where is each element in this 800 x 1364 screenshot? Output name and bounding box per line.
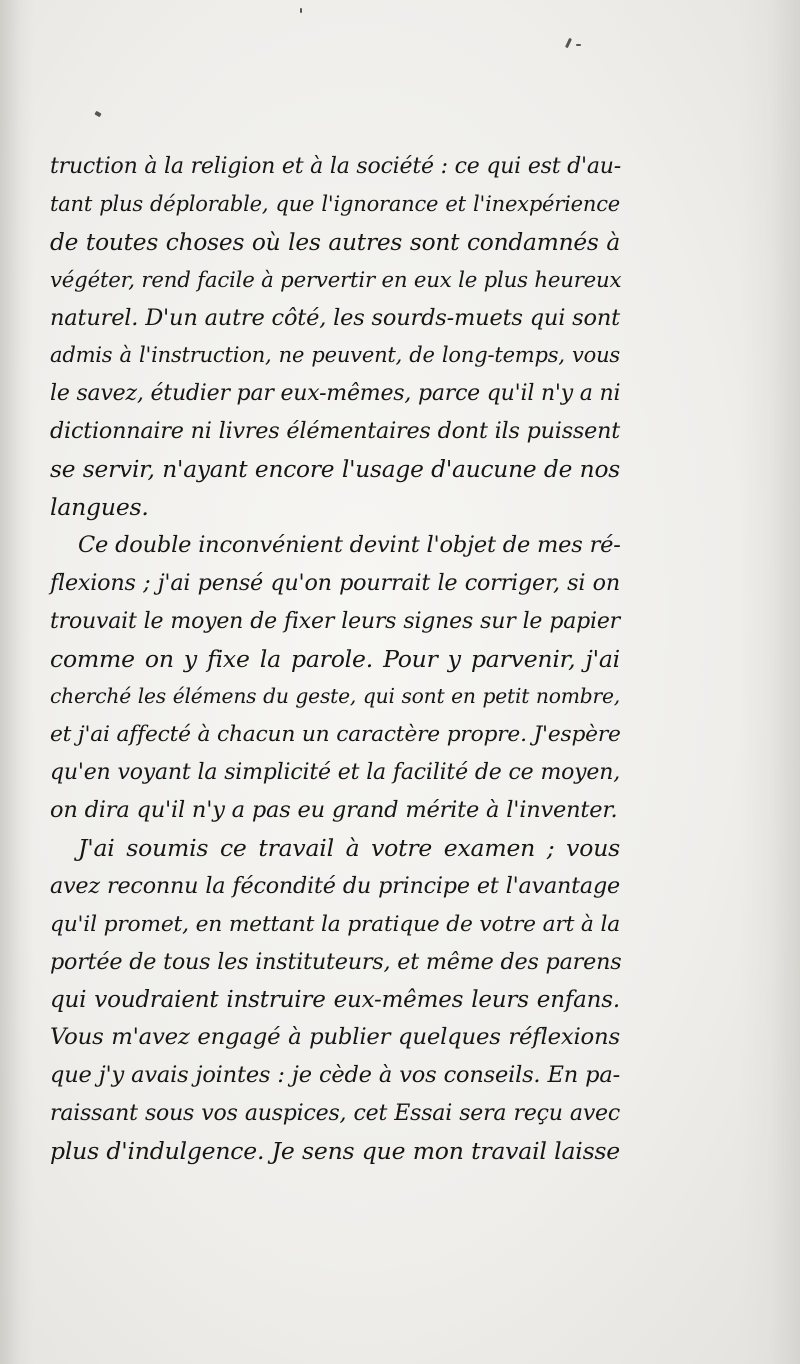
text-line: on dira qu'il n'y a pas eu grand mérite à l'inventer. — [50, 797, 618, 824]
ink-speck — [576, 44, 581, 46]
text-line: qu'en voyant la simplicité et la facilité de ce moyen, — [50, 760, 620, 786]
text-line: qu'il promet, en mettant la pratique de votre art à la — [50, 911, 620, 937]
text-line: dictionnaire ni livres élémentaires dont ils puissent — [50, 418, 620, 445]
ink-speck — [300, 8, 302, 13]
text-line: avez reconnu la fécondité du principe et l'avantage — [50, 872, 620, 899]
text-line: Vous m'avez engagé à publier quelques réflexions — [50, 1024, 620, 1051]
text-line: J'ai soumis ce travail à votre examen ; vous — [78, 834, 620, 863]
text-line: le savez, étudier par eux-mêmes, parce qu'il n'y a ni — [50, 381, 621, 407]
text-line: et j'ai affecté à chacun un caractère propre. J'espère — [50, 722, 621, 748]
text-line: truction à la religion et à la société : ce qui est d'au- — [50, 154, 622, 179]
text-line: se servir, n'ayant encore l'usage d'aucune de nos — [50, 456, 620, 484]
text-line: végéter, rend facile à pervertir en eux le plus heureux — [50, 267, 622, 293]
text-line: trouvait le moyen de fixer leurs signes sur le papier — [50, 608, 620, 634]
text-line: de toutes choses où les autres sont condamnés à — [50, 228, 620, 256]
text-line: Ce double inconvénient devint l'objet de mes ré- — [78, 531, 621, 558]
text-line: que j'y avais jointes : je cède à vos conseils. En pa- — [50, 1062, 620, 1089]
ink-speck — [565, 38, 572, 48]
text-line: cherché les élémens du geste, qui sont en petit nombre, — [50, 684, 620, 709]
page-edge-shadow — [740, 0, 800, 1364]
text-line: raissant sous vos auspices, cet Essai sera reçu avec — [50, 1101, 620, 1127]
text-line: tant plus déplorable, que l'ignorance et l'inexpérience — [50, 191, 620, 216]
text-line: plus d'indulgence. Je sens que mon travail laisse — [50, 1137, 620, 1166]
ink-speck — [94, 111, 101, 117]
text-line: naturel. D'un autre côté, les sourds-muets qui sont — [50, 304, 620, 331]
text-line: qui voudraient instruire eux-mêmes leurs enfans. — [50, 986, 620, 1013]
text-line: comme on y fixe la parole. Pour y parvenir, j'ai — [50, 644, 620, 673]
text-line: flexions ; j'ai pensé qu'on pourrait le corriger, si on — [50, 569, 620, 596]
page-gutter-shadow — [0, 0, 34, 1364]
page-text — [50, 148, 620, 1171]
text-line: portée de tous les instituteurs, et même des parens — [50, 948, 622, 975]
text-line: langues. — [50, 493, 149, 522]
text-line: admis à l'instruction, ne peuvent, de long-temps, vous — [50, 343, 620, 368]
